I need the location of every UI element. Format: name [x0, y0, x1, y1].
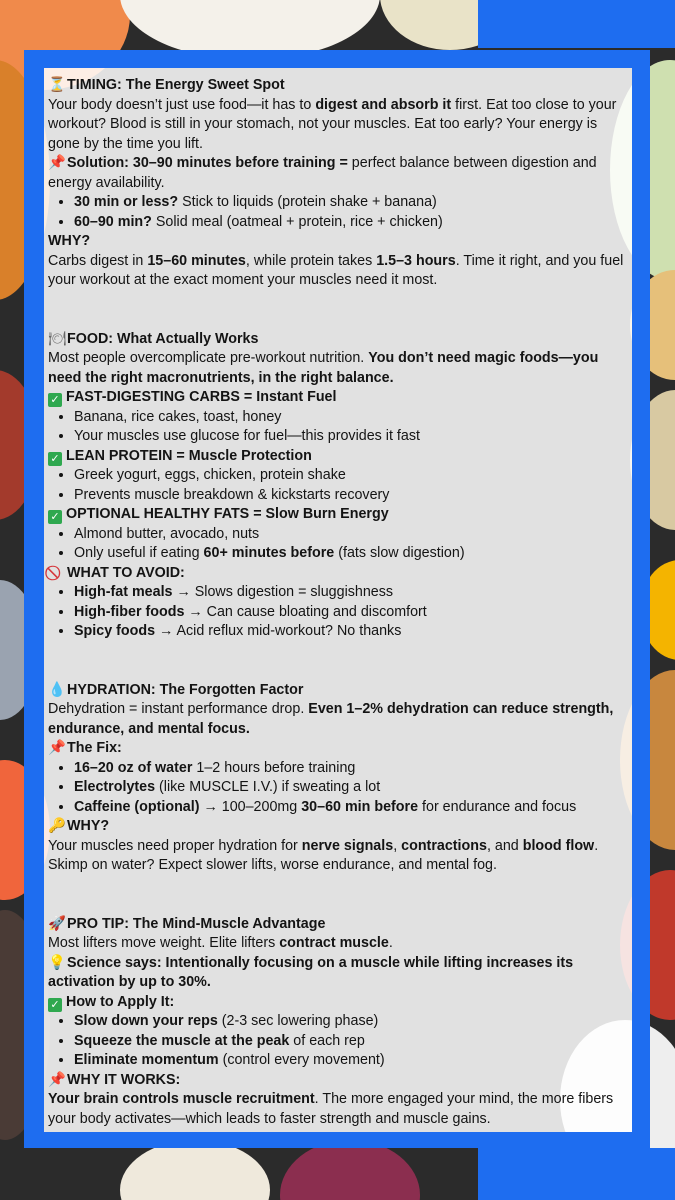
list-item-text: 1–2 hours before training: [192, 759, 356, 776]
list-item-text: (like MUSCLE I.V.) if sweating a lot: [155, 779, 381, 795]
list-item-text: → Acid reflux mid-workout? No thanks: [155, 623, 402, 639]
timing-solution: [48, 154, 626, 193]
food-title: FOOD: What Actually Works: [67, 330, 259, 347]
pushpin-icon: 📌: [48, 1071, 66, 1088]
timing-intro-text-2: first. Eat too close to your workout? Blood is still in your stomach, not your muscles. Eat too early? Your energy is gone by the time you lift.: [48, 96, 617, 152]
timing-heading: [48, 76, 626, 96]
list-item-text: → 100–200mg: [199, 798, 302, 815]
why-text: . Skimp on water? Expect slower lifts, worse endurance, and mental fog.: [48, 837, 599, 873]
works-bold: Your brain controls muscle recruitment: [48, 1091, 315, 1107]
science-text: Science says: Intentionally focusing on a muscle while lifting increases its activation by up to 30%.: [48, 954, 574, 990]
works-title: WHY IT WORKS:: [67, 1071, 181, 1088]
hydration-intro: [48, 700, 626, 739]
list-item: [74, 1032, 626, 1052]
blue-frame-bottom-right: [478, 1148, 675, 1200]
hydration-title: HYDRATION: The Forgotten Factor: [67, 681, 304, 698]
rocket-icon: 🚀: [48, 915, 66, 932]
timing-why-title: WHY?: [48, 233, 91, 249]
list-item-text: Only useful if eating: [74, 545, 204, 561]
section-spacer: [48, 876, 626, 915]
blue-frame-bottom: [24, 1132, 650, 1148]
hourglass-icon: ⏳: [48, 77, 66, 93]
section-spacer: [48, 291, 626, 330]
fats-title: OPTIONAL HEALTHY FATS = Slow Burn Energy: [66, 506, 389, 522]
protein-list: [48, 466, 626, 505]
protip-how-heading: [48, 993, 626, 1013]
list-item: [74, 193, 626, 213]
list-item: [74, 544, 626, 564]
hydration-why-text: [48, 837, 626, 876]
why-text: Carbs digest in: [48, 252, 148, 269]
list-item-bold: 30 min or less?: [74, 194, 179, 210]
food-intro-bold: You don’t need magic foods—you need the right macronutrients, in the right balance.: [48, 350, 599, 386]
key-icon: 🔑: [48, 818, 66, 834]
list-item: • Banana, rice cakes, toast, honey: [74, 408, 626, 428]
list-item-bold: Spicy foods: [74, 623, 156, 639]
check-box-icon: ✓: [48, 393, 62, 407]
timing-solution-bold: Solution: 30–90 minutes before training =: [67, 155, 348, 171]
list-item-bold: Electrolytes: [74, 779, 156, 795]
timing-intro-bold: digest and absorb it: [315, 96, 452, 113]
list-item-bold: Eliminate momentum: [74, 1052, 219, 1068]
hydration-intro-bold: Even 1–2% dehydration can reduce strength, endurance, and mental focus.: [48, 701, 614, 737]
check-box-icon: ✓: [48, 510, 62, 524]
food-heading: [48, 330, 626, 350]
prohibited-icon: [48, 564, 64, 584]
list-item-bold: Slow down your reps: [74, 1013, 218, 1029]
blue-frame-left: [24, 50, 44, 1148]
protip-heading: [48, 915, 626, 935]
hydration-why-heading: [48, 817, 626, 837]
check-box-icon: ✓: [48, 998, 62, 1012]
food-intro-text: Most people overcomplicate pre-workout nutrition.: [48, 350, 369, 366]
fats-heading: [48, 505, 626, 525]
timing-list: [48, 193, 626, 232]
protip-intro: [48, 934, 626, 954]
list-item: • Greek yogurt, eggs, chicken, protein shake: [74, 466, 626, 486]
list-item-text: → Slows digestion = sluggishness: [172, 584, 394, 600]
list-item: • Prevents muscle breakdown & kickstarts recovery: [74, 486, 626, 506]
check-box-icon: ✓: [48, 452, 62, 466]
protip-works-heading: [48, 1071, 626, 1091]
list-item: [74, 583, 626, 603]
list-item: [74, 603, 626, 623]
list-item-text: (control every movement): [218, 1052, 385, 1068]
why-text: Your muscles need proper hydration for: [48, 837, 302, 854]
list-item-bold: High-fat meals: [74, 584, 173, 600]
avoid-heading: [48, 564, 626, 584]
list-item: [74, 1051, 626, 1071]
why-text: ,: [393, 837, 402, 854]
avoid-title: WHAT TO AVOID:: [67, 564, 185, 581]
fix-title: The Fix:: [67, 740, 122, 756]
list-item-text: (2-3 sec lowering phase): [217, 1013, 379, 1029]
protip-science: [48, 954, 626, 993]
hydration-intro-text: Dehydration = instant performance drop.: [48, 701, 309, 717]
list-item-bold: 60–90 min?: [74, 213, 152, 230]
protip-works-text: [48, 1090, 626, 1129]
why-text: . Time it right, and you fuel your workout at the exact moment your muscles need it most.: [48, 252, 624, 288]
why-bold: nerve signals: [301, 837, 394, 854]
how-title: How to Apply It:: [66, 993, 175, 1010]
pushpin-icon: 📌: [48, 740, 66, 756]
list-item-bold: Squeeze the muscle at the peak: [74, 1032, 290, 1049]
list-item-bold: Caffeine (optional): [74, 798, 200, 815]
avoid-list: [48, 583, 626, 642]
timing-why-text: [48, 252, 626, 291]
protip-intro-end: .: [388, 935, 393, 951]
hydration-fix-heading: [48, 739, 626, 759]
timing-solution-text: perfect balance between digestion and energy availability.: [48, 155, 597, 191]
list-item: • Your muscles use glucose for fuel—this provides it fast: [74, 427, 626, 447]
protein-title: LEAN PROTEIN = Muscle Protection: [66, 447, 312, 464]
list-item: [74, 622, 626, 642]
blue-frame-top-right: [478, 0, 675, 48]
light-bulb-icon: 💡: [48, 954, 66, 971]
section-spacer: [48, 642, 626, 681]
why-bold: 15–60 minutes: [147, 252, 246, 269]
works-text: . The more engaged your mind, the more fibers your body activates—which leads to faster strength and muscle gains.: [48, 1091, 614, 1127]
why-text: , and: [486, 837, 523, 854]
protip-intro-text: Most lifters move weight. Elite lifters: [48, 935, 280, 951]
why-bold: blood flow: [522, 837, 595, 854]
list-item-text: Solid meal (oatmeal + protein, rice + chicken): [151, 213, 443, 230]
why-bold: 1.5–3 hours: [376, 252, 456, 269]
list-item-bold: 60+ minutes before: [203, 545, 335, 561]
list-item: [74, 778, 626, 798]
carbs-title: FAST-DIGESTING CARBS = Instant Fuel: [66, 389, 337, 405]
content-panel: [44, 68, 632, 1132]
list-item-text: → Can cause bloating and discomfort: [184, 603, 427, 620]
hydration-why-title: WHY?: [67, 818, 110, 834]
list-item-text: of each rep: [289, 1032, 365, 1049]
plate-cutlery-icon: 🍽: [48, 330, 67, 347]
protip-title: PRO TIP: The Mind-Muscle Advantage: [67, 915, 326, 932]
protip-intro-bold: contract muscle: [279, 935, 389, 951]
timing-intro: [48, 96, 626, 155]
timing-title: TIMING: The Energy Sweet Spot: [67, 77, 285, 93]
list-item-bold: High-fiber foods: [74, 603, 185, 620]
list-item: [74, 1012, 626, 1032]
protein-heading: [48, 447, 626, 467]
list-item-text: (fats slow digestion): [334, 545, 465, 561]
carbs-heading: [48, 388, 626, 408]
timing-why-label: [48, 232, 626, 252]
list-item-bold: 30–60 min before: [301, 798, 419, 815]
article-content: [48, 76, 626, 1129]
list-item-bold: 16–20 oz of water: [74, 759, 193, 776]
protip-list: [48, 1012, 626, 1071]
list-item: [74, 759, 626, 779]
list-item: [74, 798, 626, 818]
why-text: , while protein takes: [245, 252, 377, 269]
droplet-icon: 💧: [48, 681, 66, 698]
fats-list: [48, 525, 626, 564]
food-intro: [48, 349, 626, 388]
pushpin-icon: 📌: [48, 155, 66, 171]
blue-frame-top: [24, 50, 650, 68]
hydration-list: [48, 759, 626, 818]
list-item-text: for endurance and focus: [418, 798, 577, 815]
timing-intro-text: Your body doesn’t just use food—it has to: [48, 96, 316, 113]
why-bold: contractions: [401, 837, 487, 854]
list-item: • Almond butter, avocado, nuts: [74, 525, 626, 545]
list-item-text: Stick to liquids (protein shake + banana): [178, 194, 437, 210]
blue-frame-right: [632, 50, 650, 1148]
list-item: [74, 213, 626, 233]
hydration-heading: [48, 681, 626, 701]
carbs-list: [48, 408, 626, 447]
